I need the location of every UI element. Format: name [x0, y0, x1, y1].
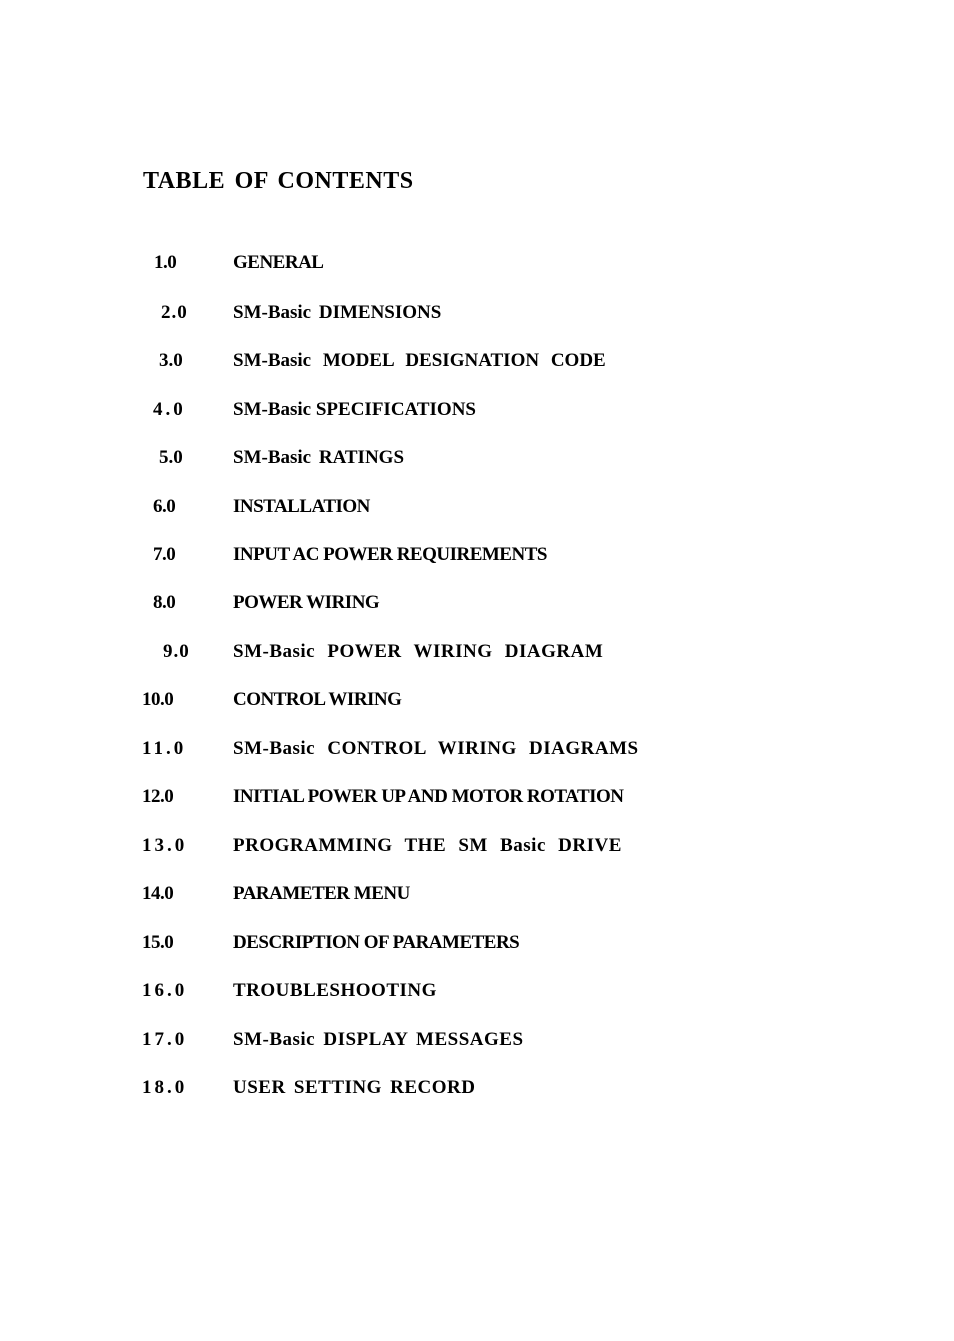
toc-entry [0, 496, 954, 526]
toc-entry-label: PARAMETER MENU [233, 883, 410, 904]
toc-entry-number: 17.0 [142, 1029, 188, 1050]
toc-entry [0, 252, 954, 282]
toc-entry [0, 980, 954, 1010]
toc-entry-label: TROUBLESHOOTING [233, 980, 437, 1001]
toc-entry-number: 7.0 [153, 544, 176, 565]
toc-entry-number: 8.0 [153, 592, 176, 613]
toc-entry [0, 1029, 954, 1059]
toc-entry-number: 1.0 [154, 252, 177, 273]
toc-entry-label: SM-Basic POWER WIRING DIAGRAM [233, 641, 604, 662]
toc-entry-label: PROGRAMMING THE SM Basic DRIVE [233, 835, 622, 856]
toc-entry-label: DESCRIPTION OF PARAMETERS [233, 932, 520, 953]
toc-entry-number: 5.0 [159, 447, 183, 468]
toc-entry-label: SM-Basic RATINGS [233, 447, 405, 468]
toc-entry-number: 2.0 [161, 302, 188, 323]
toc-entry-number: 10.0 [142, 689, 174, 710]
toc-entry-number: 13.0 [142, 835, 188, 856]
toc-entry-label: USER SETTING RECORD [233, 1077, 476, 1098]
toc-entry-label: SM-Basic MODEL DESIGNATION CODE [233, 350, 606, 371]
toc-entry [0, 302, 954, 332]
toc-entry-number: 16.0 [142, 980, 188, 1001]
toc-entry [0, 689, 954, 719]
toc-title: TABLE OF CONTENTS [143, 168, 414, 194]
toc-entry-label: INPUT AC POWER REQUIREMENTS [233, 544, 547, 565]
toc-entry-label: INSTALLATION [233, 496, 370, 517]
toc-entry-label: SM-Basic DIMENSIONS [233, 302, 442, 323]
toc-entry-number: 6.0 [153, 496, 176, 517]
toc-entry-number: 11.0 [142, 738, 187, 759]
toc-entry-label: SM-Basic SPECIFICATIONS [233, 399, 476, 420]
toc-entry [0, 1077, 954, 1107]
toc-entry [0, 738, 954, 768]
toc-entry-number: 3.0 [159, 350, 183, 371]
toc-entry-label: POWER WIRING [233, 592, 380, 613]
toc-entry [0, 592, 954, 622]
toc-entry [0, 641, 954, 671]
toc-entry-number: 9.0 [163, 641, 190, 662]
toc-entry [0, 350, 954, 380]
toc-entry [0, 447, 954, 477]
toc-entry [0, 544, 954, 574]
toc-entry-number: 12.0 [142, 786, 174, 807]
toc-entry-number: 14.0 [142, 883, 174, 904]
toc-entry-label: SM-Basic DISPLAY MESSAGES [233, 1029, 524, 1050]
toc-entry-number: 4.0 [153, 399, 186, 420]
toc-entry [0, 786, 954, 816]
toc-entry-label: CONTROL WIRING [233, 689, 402, 710]
toc-entry [0, 932, 954, 962]
toc-entry [0, 883, 954, 913]
toc-entry-number: 15.0 [142, 932, 174, 953]
toc-entry [0, 399, 954, 429]
toc-entry-label: INITIAL POWER UP AND MOTOR ROTATION [233, 786, 624, 807]
toc-entry-label: GENERAL [233, 252, 324, 273]
toc-entry [0, 835, 954, 865]
toc-entry-number: 18.0 [142, 1077, 188, 1098]
toc-entry-label: SM-Basic CONTROL WIRING DIAGRAMS [233, 738, 639, 759]
